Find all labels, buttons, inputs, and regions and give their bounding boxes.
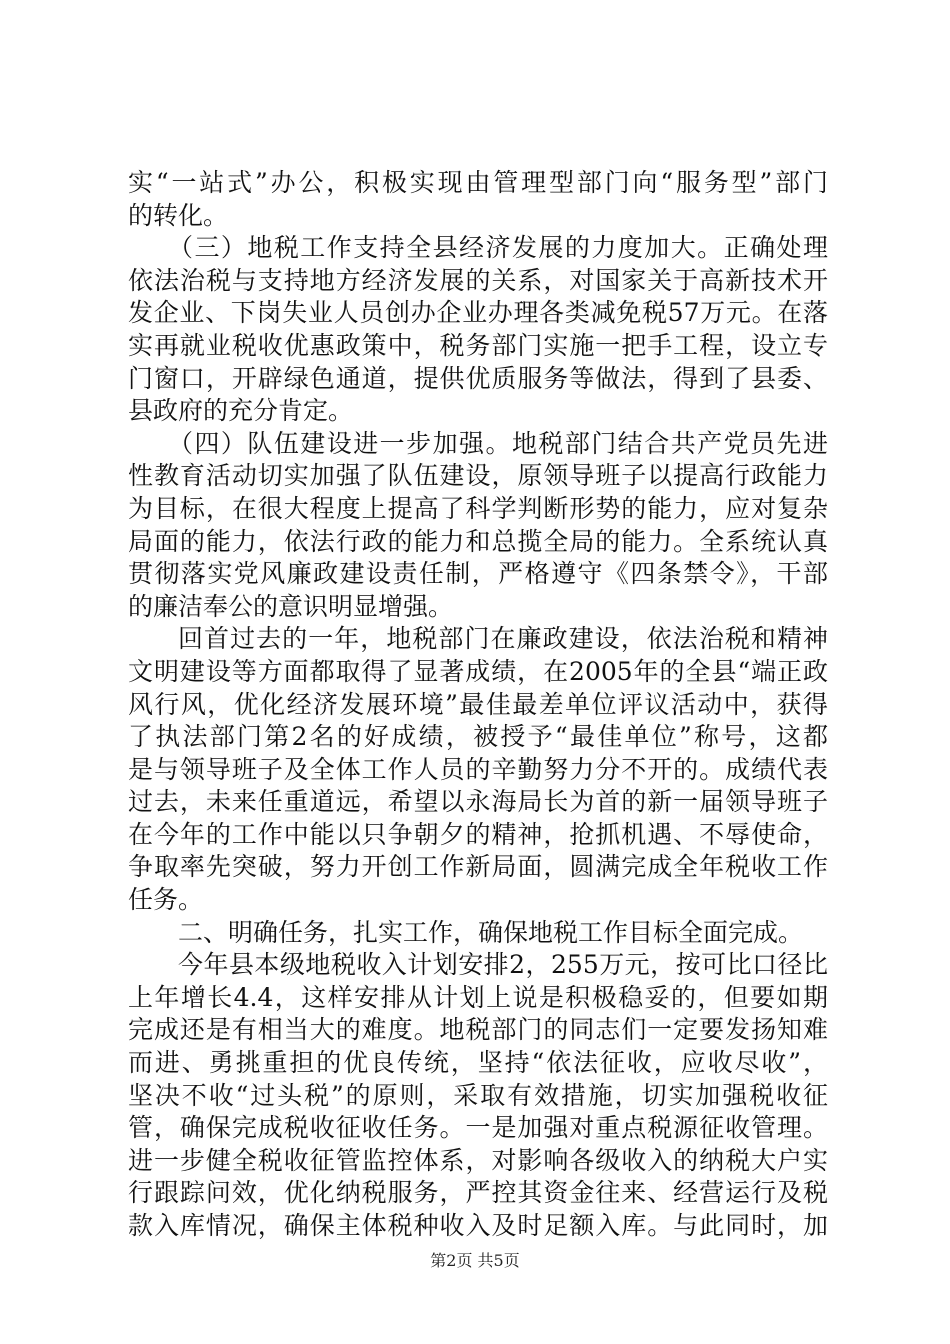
text-line: 实再就业税收优惠政策中，税务部门实施一把手工程，设立专 bbox=[128, 330, 828, 360]
text-line: 过去，未来任重道远，希望以永海局长为首的新一届领导班子 bbox=[128, 787, 828, 817]
text-line: 局面的能力，依法行政的能力和总揽全局的能力。全系统认真 bbox=[128, 526, 828, 556]
text-line: 门窗口，开辟绿色通道，提供优质服务等做法，得到了县委、 bbox=[128, 363, 828, 393]
text-line: 款入库情况，确保主体税种收入及时足额入库。与此同时，加 bbox=[128, 1211, 828, 1240]
text-line: 今年县本级地税收入计划安排2，255万元，按可比口径比 bbox=[178, 950, 828, 980]
text-line: 为目标，在很大程度上提高了科学判断形势的能力，应对复杂 bbox=[128, 493, 828, 523]
text-line: 完成还是有相当大的难度。地税部门的同志们一定要发扬知难 bbox=[128, 1015, 828, 1045]
text-line: 了执法部门第2名的好成绩，被授予“最佳单位”称号，这都 bbox=[128, 722, 828, 752]
text-line: 任务。 bbox=[128, 885, 204, 915]
text-line: 的转化。 bbox=[128, 200, 229, 230]
text-line: 而进、勇挑重担的优良传统，坚持“依法征收，应收尽收”， bbox=[128, 1048, 828, 1078]
text-line: 上年增长4.4，这样安排从计划上说是积极稳妥的，但要如期 bbox=[128, 982, 828, 1012]
text-line: 坚决不收“过头税”的原则，采取有效措施，切实加强税收征 bbox=[128, 1080, 828, 1110]
text-line: （三）地税工作支持全县经济发展的力度加大。正确处理 bbox=[168, 233, 828, 263]
text-line: 二、明确任务，扎实工作，确保地税工作目标全面完成。 bbox=[178, 917, 804, 947]
text-line: 争取率先突破，努力开创工作新局面，圆满完成全年税收工作 bbox=[128, 852, 828, 882]
text-line: 是与领导班子及全体工作人员的辛勤努力分不开的。成绩代表 bbox=[128, 754, 828, 784]
text-line: 贯彻落实党风廉政建设责任制，严格遵守《四条禁令》，干部 bbox=[128, 559, 828, 589]
text-line: 行跟踪问效，优化纳税服务，严控其资金往来、经营运行及税 bbox=[128, 1178, 828, 1208]
document-body bbox=[128, 167, 828, 1243]
text-line: （四）队伍建设进一步加强。地税部门结合共产党员先进 bbox=[168, 428, 828, 458]
text-line: 性教育活动切实加强了队伍建设，原领导班子以提高行政能力 bbox=[128, 461, 828, 491]
text-line: 的廉洁奉公的意识明显增强。 bbox=[128, 591, 454, 621]
text-line: 文明建设等方面都取得了显著成绩，在2005年的全县“端正政 bbox=[128, 656, 828, 686]
text-line: 实“一站式”办公，积极实现由管理型部门向“服务型”部门 bbox=[128, 168, 828, 197]
text-line: 发企业、下岗失业人员创办企业办理各类减免税57万元。在落 bbox=[128, 298, 828, 328]
text-line: 管，确保完成税收征收任务。一是加强对重点税源征收管理。 bbox=[128, 1113, 828, 1143]
text-line: 进一步健全税收征管监控体系，对影响各级收入的纳税大户实 bbox=[128, 1145, 828, 1175]
text-line: 风行风，优化经济发展环境”最佳最差单位评议活动中，获得 bbox=[128, 689, 828, 719]
text-line: 回首过去的一年，地税部门在廉政建设，依法治税和精神 bbox=[178, 624, 828, 654]
text-line: 在今年的工作中能以只争朝夕的精神，抢抓机遇、不辱使命， bbox=[128, 819, 828, 849]
text-line: 依法治税与支持地方经济发展的关系，对国家关于高新技术开 bbox=[128, 265, 828, 295]
page-footer: 第2页 共5页 bbox=[430, 1251, 520, 1270]
text-line: 县政府的充分肯定。 bbox=[128, 396, 354, 426]
